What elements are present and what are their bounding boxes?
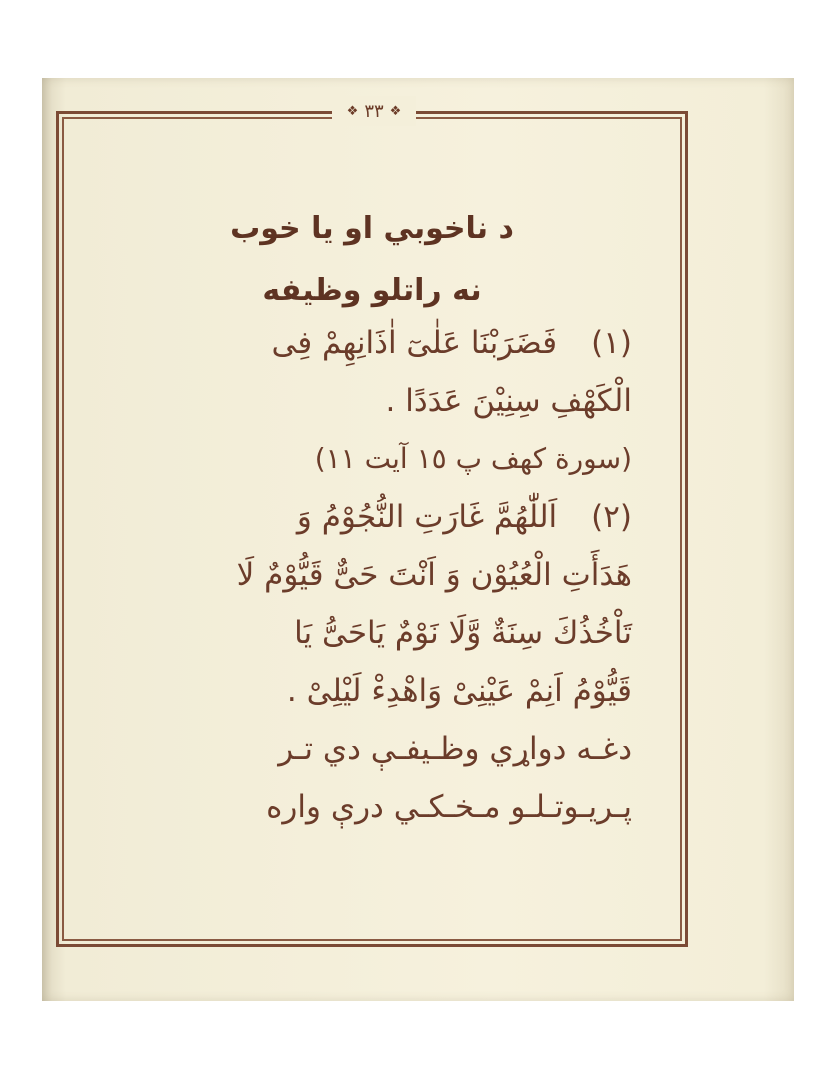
verse-1-line-1	[112, 314, 632, 372]
verse-1-number: (١)	[591, 325, 632, 361]
title-line-2: نه راتلو وظيفه	[262, 273, 482, 308]
verse-2-line-1	[112, 488, 632, 546]
instruction-line-1: دغـه دواړي وظـيفـې دي تـر	[278, 731, 632, 767]
verse-2-number: (٢)	[591, 499, 632, 535]
ornament-left-icon: ❖	[346, 103, 359, 119]
verse-2-line-3: تَاْخُذُكَ سِنَةٌ وَّلَا نَوْمٌ يَاحَىُّ يَا	[294, 615, 632, 651]
title-line-1: د ناخوبي او يا خوب	[230, 211, 514, 246]
verse-2-text-1: اَللّٰهُمَّ غَارَتِ النُّجُوْمُ وَ	[296, 499, 558, 535]
page-number: ٣٣	[364, 100, 384, 122]
verse-1-line-2: الْكَهْفِ سِنِيْنَ عَدَدًا .	[385, 383, 632, 419]
page-content	[112, 200, 632, 836]
verse-1-text-1: فَضَرَبْنَا عَلٰىٓ اٰذَانِهِمْ فِى	[271, 325, 558, 361]
verse-2-line-4: قَيُّوْمُ اَنِمْ عَيْنِىْ وَاهْدِءْ لَيْلِىْ .	[286, 673, 632, 709]
page-number-header	[332, 96, 416, 126]
surah-reference: (سورة كهف پ ١٥ آيت ١١)	[314, 442, 632, 475]
ornament-right-icon: ❖	[389, 103, 402, 119]
instruction-line-2: پـريـوتـلـو مـخـكـي درې واره	[266, 789, 632, 825]
verse-2-line-2: هَدَأَتِ الْعُيُوْن وَ اَنْتَ حَىٌّ قَيُّوْمٌ لَا	[236, 557, 632, 593]
